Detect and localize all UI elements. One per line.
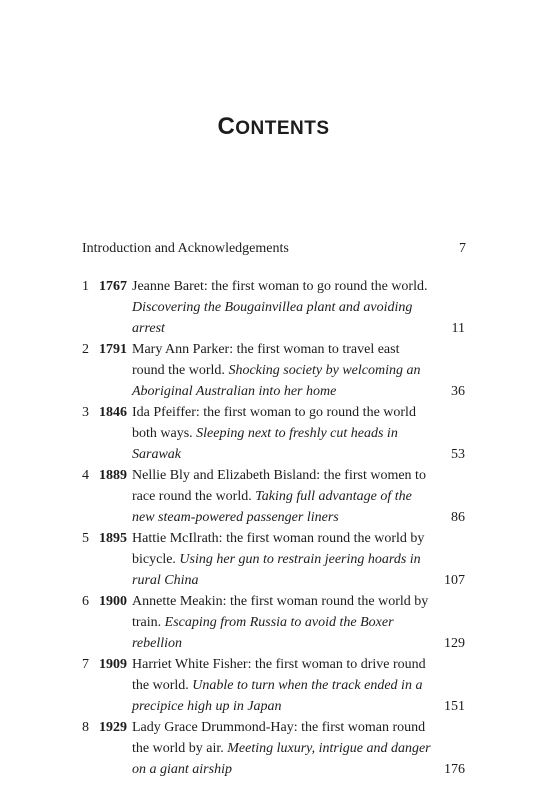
chapter-subtitle: Shocking society by welcoming an Aboriginal Australian into her home <box>132 363 421 399</box>
chapter-year: 1767 <box>99 279 127 294</box>
chapter-title: Hattie McIlrath: the first woman round the world by bicycle. <box>132 531 425 567</box>
chapter-subtitle: Meeting luxury, intrigue and danger on a giant airship <box>132 741 431 777</box>
chapter-title: Lady Grace Drummond-Hay: the first woman round the world by air. <box>132 720 426 756</box>
chapter-subtitle: Discovering the Bougainvillea plant and avoiding arrest <box>132 300 413 336</box>
chapter-page: 129 <box>444 636 465 651</box>
chapter-year: 1929 <box>99 720 127 735</box>
chapter-number: 7 <box>82 657 89 672</box>
toc-entry-3[interactable] <box>0 402 547 465</box>
chapter-title: Harriet White Fisher: the first woman to drive round the world. <box>132 657 426 693</box>
chapter-page: 86 <box>451 510 465 525</box>
toc-list <box>0 276 547 780</box>
chapter-number: 3 <box>82 405 89 420</box>
chapter-page: 107 <box>444 573 465 588</box>
chapter-number: 6 <box>82 594 89 609</box>
chapter-subtitle: Using her gun to restrain jeering hoards in rural China <box>132 552 421 588</box>
chapter-year: 1846 <box>99 405 127 420</box>
toc-entry-5[interactable] <box>0 528 547 591</box>
chapter-year: 1895 <box>99 531 127 546</box>
chapter-title: Annette Meakin: the first woman round the world by train. <box>132 594 429 630</box>
chapter-number: 4 <box>82 468 89 483</box>
title-initial: C <box>217 113 236 140</box>
toc-entry-8[interactable] <box>0 717 547 780</box>
title-rest: ONTENTS <box>235 118 330 139</box>
chapter-year: 1909 <box>99 657 127 672</box>
chapter-year: 1889 <box>99 468 127 483</box>
toc-entry-7[interactable] <box>0 654 547 717</box>
chapter-number: 1 <box>82 279 89 294</box>
toc-intro-label: Introduction and Acknowledgements <box>82 241 289 256</box>
chapter-subtitle: Sleeping next to freshly cut heads in Sarawak <box>132 426 398 462</box>
chapter-subtitle: Unable to turn when the track ended in a precipice high up in Japan <box>132 678 423 714</box>
chapter-number: 8 <box>82 720 89 735</box>
chapter-page: 36 <box>451 384 465 399</box>
chapter-title: Mary Ann Parker: the first woman to travel east round the world. <box>132 342 400 378</box>
chapter-year: 1791 <box>99 342 127 357</box>
toc-entry-2[interactable] <box>0 339 547 402</box>
chapter-title: Ida Pfeiffer: the first woman to go round the world both ways. <box>132 405 416 441</box>
chapter-year: 1900 <box>99 594 127 609</box>
page-title <box>0 112 547 144</box>
toc-entry-1[interactable] <box>0 276 547 339</box>
chapter-page: 151 <box>444 699 465 714</box>
toc-entry-4[interactable] <box>0 465 547 528</box>
chapter-page: 176 <box>444 762 465 777</box>
chapter-page: 11 <box>451 321 465 336</box>
chapter-page: 53 <box>451 447 465 462</box>
chapter-subtitle: Taking full advantage of the new steam-powered passenger liners <box>132 489 412 525</box>
toc-intro-page: 7 <box>459 241 466 256</box>
chapter-number: 2 <box>82 342 89 357</box>
toc-entry-6[interactable] <box>0 591 547 654</box>
chapter-title: Jeanne Baret: the first woman to go round the world. <box>132 279 428 294</box>
chapter-subtitle: Escaping from Russia to avoid the Boxer rebellion <box>132 615 394 651</box>
chapter-title: Nellie Bly and Elizabeth Bisland: the first women to race round the world. <box>132 468 426 504</box>
chapter-number: 5 <box>82 531 89 546</box>
